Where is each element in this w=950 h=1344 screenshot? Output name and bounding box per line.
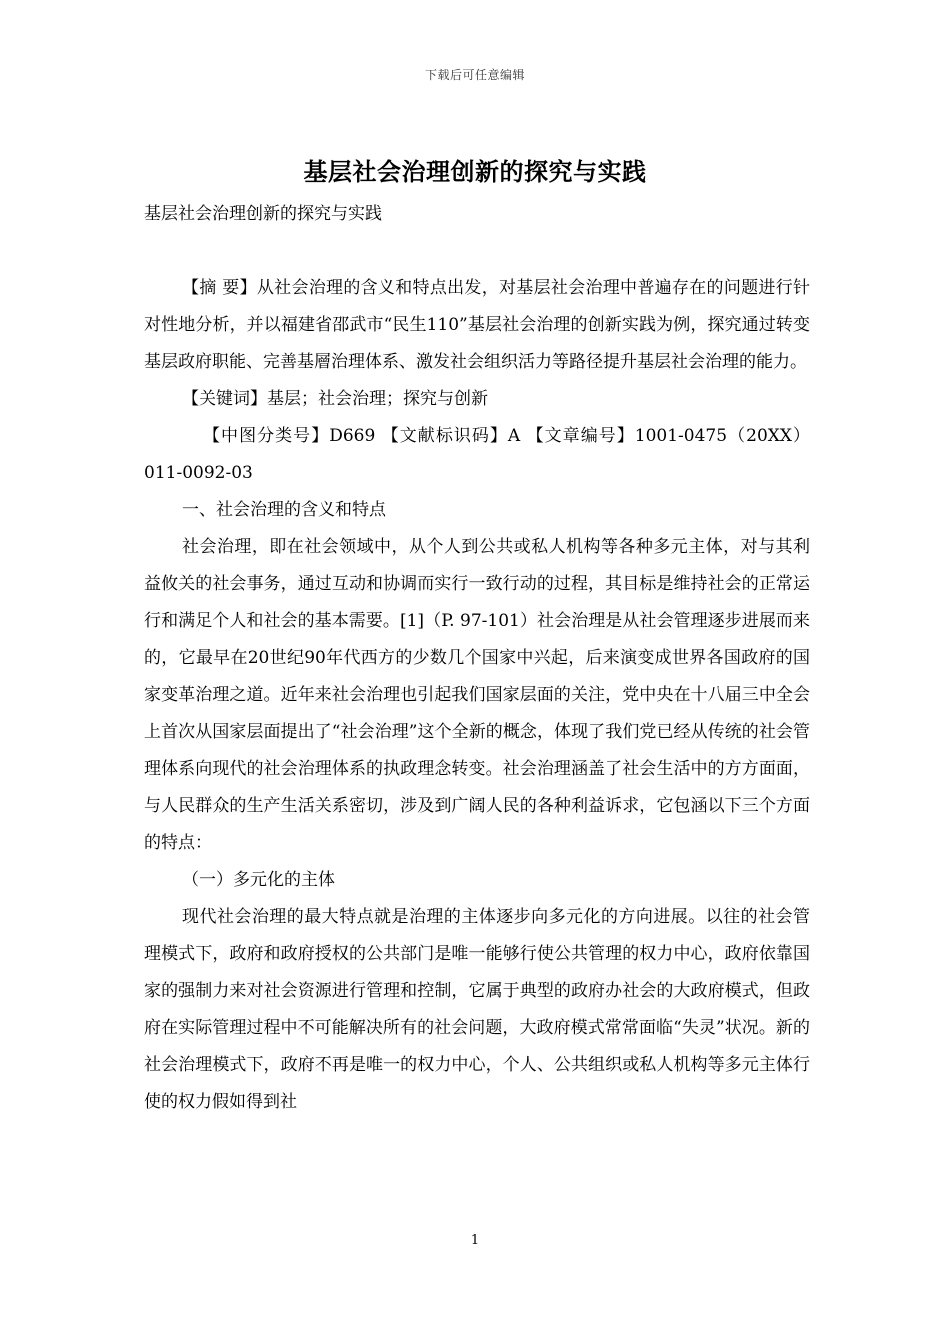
paragraph-spacer <box>144 233 810 270</box>
classification-line <box>144 418 810 492</box>
document-subtitle: 基层社会治理创新的探究与实践 <box>144 204 382 224</box>
keywords-line: 【关键词】基层；社会治理；探究与创新 <box>182 389 488 409</box>
document-title: 基层社会治理创新的探究与实践 <box>303 157 647 186</box>
page-number: 1 <box>470 1233 480 1248</box>
body-paragraph: 社会治理，即在社会领域中，从个人到公共或私人机构等各种多元主体，对与其利益攸关的社会事务，通过互动和协调而实行一致行动的过程，其目标是维持社会的正常运行和满足个人和社会的基本需要。[1]（P. 97-101）社会治理是从社会管理逐步进展而来的，它最早在20世纪90年代西方的少数几个国家中兴起，后来演变成世界各国政府的国家变革治理之道。近年来社会治理也引起我们国家层面的关注，党中央在十八届三中全会上首次从国家层面提出了“社会治理”这个全新的概念，体现了我们党已经从传统的社会管理体系向现代的社会治理体系的执政理念转变。社会治理涵盖了社会生活中的方方面面，与人民群众的生产生活关系密切，涉及到广阔人民的各种利益诉求，它包涵以下三个方面的特点： <box>144 537 810 853</box>
page-header-note: 下载后可任意编辑 <box>424 68 525 82</box>
section-heading: 一、社会治理的含义和特点 <box>182 500 386 520</box>
abstract-paragraph: 【摘 要】从社会治理的含义和特点出发，对基层社会治理中普遍存在的问题进行针对性地分析，并以福建省邵武市“民生110”基层社会治理的创新实践为例，探究通过转变基层政府职能、完善基層治理体系、激发社会组织活力等路径提升基层社会治理的能力。 <box>144 278 810 372</box>
document-body <box>144 196 810 1121</box>
body-paragraph: 现代社会治理的最大特点就是治理的主体逐步向多元化的方向进展。以往的社会管理模式下，政府和政府授权的公共部门是唯一能够行使公共管理的权力中心，政府依靠国家的强制力来对社会资源进行管理和控制，它属于典型的政府办社会的大政府模式，但政府在实际管理过程中不可能解决所有的社会问题，大政府模式常常面临“失灵”状况。新的社会治理模式下，政府不再是唯一的权力中心，个人、公共组织或私人机构等多元主体行使的权力假如得到社 <box>144 907 810 1112</box>
classification-text: 【中图分类号】D669 【文献标识码】A 【文章编号】1001-0475（20XX）011-0092-03 <box>144 426 810 483</box>
subsection-heading: （一）多元化的主体 <box>182 870 335 890</box>
